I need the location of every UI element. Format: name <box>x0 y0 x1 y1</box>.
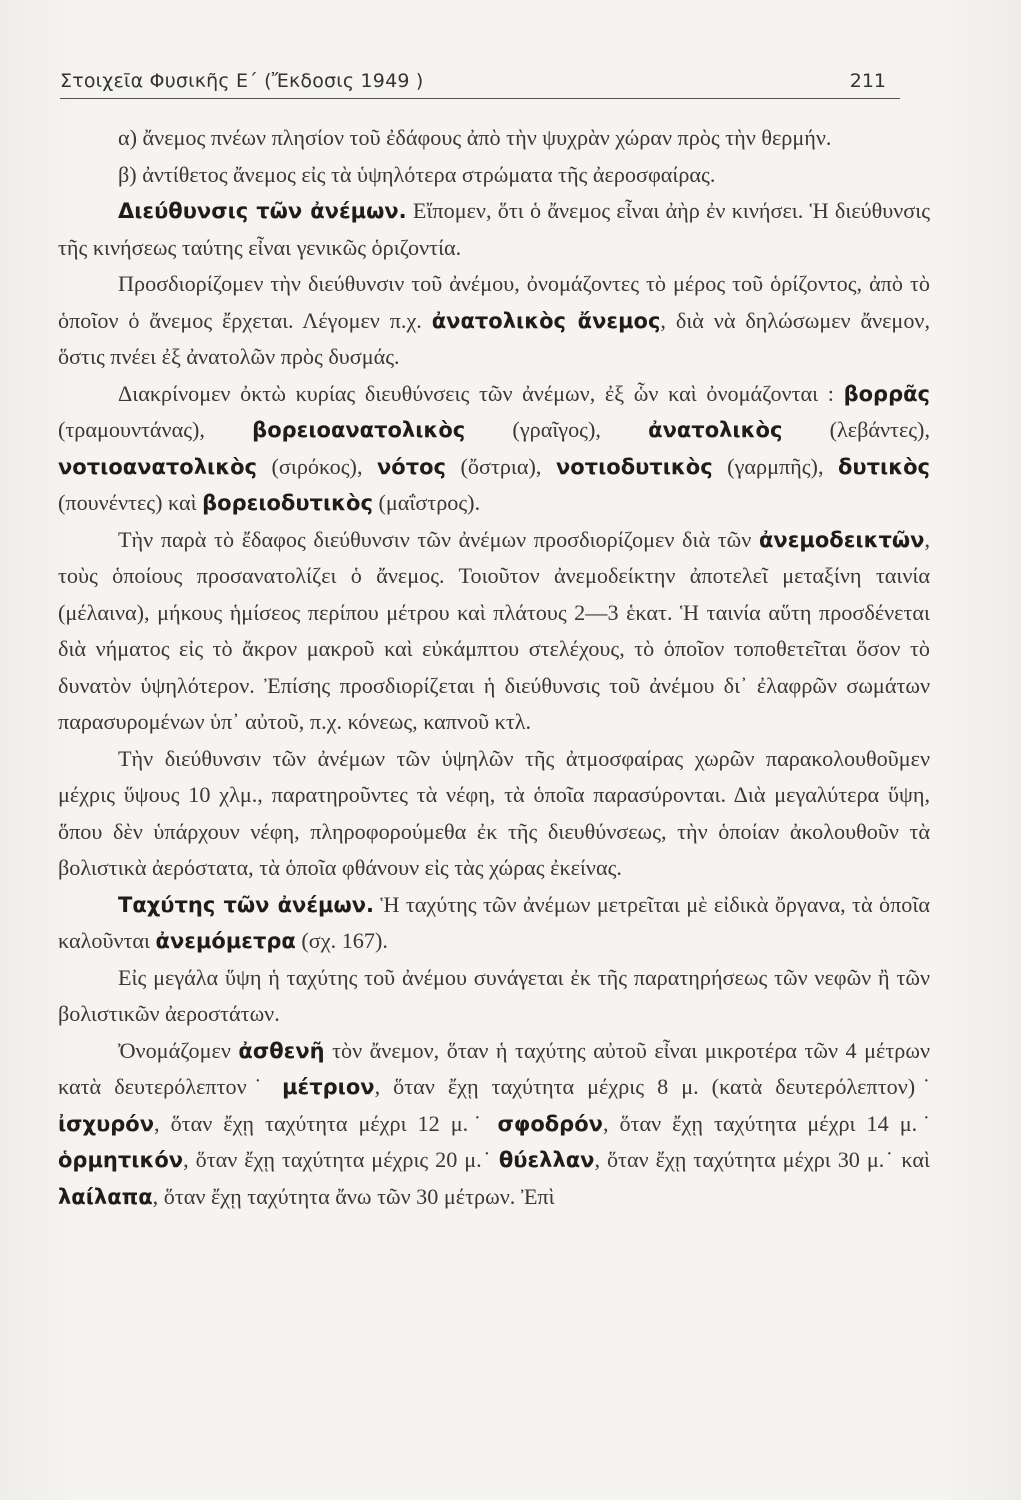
term-southeast: νοτιοανατολικὸς <box>58 454 257 479</box>
section-heading-wind-speed: Ταχύτης τῶν ἀνέμων. <box>118 892 374 917</box>
text-span: , ὅταν ἔχῃ ταχύτητα μέχρις 8 μ. (κατὰ δευτερόλεπτον)˙ <box>374 1074 930 1099</box>
text-span: (γαρμπῆς), <box>712 453 838 479</box>
term-east: ἀνατολικὸς <box>648 418 783 442</box>
text-span: , ὅταν ἔχῃ ταχύτητα μέχρι 12 μ.˙ <box>154 1110 498 1136</box>
paragraph-eight-directions <box>58 376 930 522</box>
page-number: 211 <box>849 70 886 92</box>
text-span: , ὅταν ἔχῃ ταχύτητα μέχρι 30 μ.˙ καὶ <box>594 1147 930 1172</box>
text-span: (μαΐστρος). <box>372 490 481 515</box>
term-northwest: βορειοδυτικὸς <box>202 491 373 515</box>
paragraph-wind-classes <box>58 1033 930 1216</box>
paragraph-beta: β) ἀντίθετος ἄνεμος εἰς τὰ ὑψηλότερα στρώματα τῆς ἀεροσφαίρας. <box>118 161 716 187</box>
text-span: (σχ. 167). <box>295 928 388 953</box>
paragraph-high-altitude-speed: Εἰς μεγάλα ὕψη ἡ ταχύτης τοῦ ἀνέμου συνάγεται ἐκ τῆς παρατηρήσεως τῶν νεφῶν ἢ τῶν βολιστικῶν ἀεροστάτων. <box>58 964 930 1026</box>
text-span: , διὰ νὰ δηλώσωμεν ἄνεμον, ὅστις πνέει ἐξ ἀνατολῶν πρὸς δυσμάς. <box>58 307 931 369</box>
term-gale: θύελλαν <box>498 1148 595 1172</box>
text-span: Ὀνομάζομεν <box>118 1037 239 1063</box>
paragraph-wind-direction <box>58 193 930 266</box>
paragraph-wind-speed <box>58 887 930 960</box>
paragraph-upper-winds: Τὴν διεύθυνσιν τῶν ἀνέμων τῶν ὑψηλῶν τῆς ἀτμοσφαίρας χωρῶν παρακολουθοῦμεν μέχρις ὕψους 10 χλμ., παρατηροῦντες τὰ νέφη, τὰ ὁποῖα παρασύρονται. Διὰ μεγαλύτερα ὕψη, ὅπου δὲν ὑπάρχουν νέφη, πληροφορούμεθα ἐκ τῆς διευθύνσεως, τὴν ὁποίαν ἀκολουθοῦν τὰ βολιστικὰ ἀερόστατα, τὰ ὁποῖα φθάνουν εἰς τὰς χώρας ἐκείνας. <box>58 745 930 880</box>
text-span: (σιρόκος), <box>257 453 377 479</box>
text-span: Διακρίνομεν ὀκτὼ κυρίας διευθύνσεις τῶν ἀνέμων, ἐξ ὧν καὶ ὀνομάζονται : <box>118 380 844 406</box>
text-span: (λεβάντες), <box>782 417 930 442</box>
section-heading-wind-direction: Διεύθυνσις τῶν ἀνέμων. <box>118 199 407 223</box>
text-span: , ὅταν ἔχῃ ταχύτητα μέχρι 14 μ.˙ <box>602 1110 930 1136</box>
term-easterly-wind: ἀνατολικὸς ἄνεμος <box>431 308 661 333</box>
term-anemometers: ἀνεμόμετρα <box>155 929 296 953</box>
body-text <box>58 120 930 1215</box>
text-span: , ὅταν ἔχῃ ταχύτητα ἄνω τῶν 30 μέτρων. Ἐπὶ <box>152 1183 555 1209</box>
term-weak: ἀσθενῆ <box>238 1038 325 1063</box>
term-impetuous: ὁρμητικόν <box>58 1148 184 1172</box>
term-wind-vanes: ἀνεμοδεικτῶν <box>758 527 925 552</box>
term-hurricane: λαίλαπα <box>58 1184 153 1209</box>
text-span: (τραμουντάνας), <box>58 417 253 442</box>
term-violent: σφοδρόν <box>497 1111 603 1136</box>
term-southwest: νοτιοδυτικὸς <box>555 454 713 479</box>
text-span: Ἡ ταχύτης τῶν ἀνέμων μετρεῖται μὲ εἰδικὰ ὄργανα, τὰ ὁποῖα καλοῦνται <box>58 891 930 953</box>
term-northeast: βορειοανατολικὸς <box>252 418 466 442</box>
header-title: Στοιχεῖα Φυσικῆς Ε΄ (Ἔκδοσις 1949 ) <box>60 70 424 92</box>
text-span: Προσδιορίζομεν τὴν διεύθυνσιν τοῦ ἀνέμου, ὀνομάζοντες τὸ μέρος τοῦ ὁρίζοντος, ἀπὸ τὸ ὁποῖον ὁ ἄνεμος ἔρχεται. Λέγομεν π.χ. <box>58 271 930 333</box>
term-moderate: μέτριον <box>282 1075 375 1099</box>
paragraph-wind-vanes <box>58 522 930 741</box>
term-strong: ἰσχυρόν <box>58 1111 155 1136</box>
text-span: (πουνέντες) καὶ <box>58 490 203 515</box>
text-span: , τοὺς ὁποίους προσανατολίζει ὁ ἄνεμος. Τοιοῦτον ἀνεμοδείκτην ἀποτελεῖ μεταξίνη ταινία (μέλαινα), μήκους ἡμίσεος περίπου μέτρου καὶ πλάτους 2—3 ἑκατ. Ἡ ταινία αὕτη προσδένεται διὰ νήματος εἰς τὸ ἄκρον μακροῦ καὶ εὐκάμπτου στελέχους, τὸ ὁποῖον τοποθετεῖται ὅσον τὸ δυνατὸν ὑψηλότερον. Ἐπίσης προσδιορίζεται ἡ διεύθυνσις τοῦ ἀνέμου δι᾽ ἐλαφρῶν σωμάτων παρασυρομένων ὑπ᾽ αὐτοῦ, π.χ. κόνεως, καπνοῦ κτλ. <box>58 526 930 734</box>
term-west: δυτικὸς <box>838 454 930 479</box>
paragraph-determine-direction <box>58 266 930 376</box>
text-span: (ὄστρια), <box>446 453 556 479</box>
text-span: , ὅταν ἔχῃ ταχύτητα μέχρις 20 μ.˙ <box>183 1147 499 1172</box>
text-span: Εἴπομεν, ὅτι ὁ ἄνεμος εἶναι ἀὴρ ἐν κινήσει. Ἡ διεύθυνσις τῆς κινήσεως ταύτης εἶναι γενικῶς ὁριζοντία. <box>58 198 930 260</box>
text-span: (γραῖγος), <box>465 417 649 442</box>
running-header <box>60 58 900 99</box>
term-north: βορρᾶς <box>843 381 930 406</box>
term-south: νότος <box>376 454 446 479</box>
text-span: Τὴν παρὰ τὸ ἔδαφος διεύθυνσιν τῶν ἀνέμων προσδιορίζομεν διὰ τῶν <box>118 526 759 552</box>
paragraph-alpha: α) ἄνεμος πνέων πλησίον τοῦ ἐδάφους ἀπὸ τὴν ψυχρὰν χώραν πρὸς τὴν θερμήν. <box>118 125 832 150</box>
text-span: τὸν ἄνεμον, ὅταν ἡ ταχύτης αὐτοῦ εἶναι μικροτέρα τῶν 4 μέτρων κατὰ δευτερόλεπτον˙ <box>58 1037 930 1099</box>
